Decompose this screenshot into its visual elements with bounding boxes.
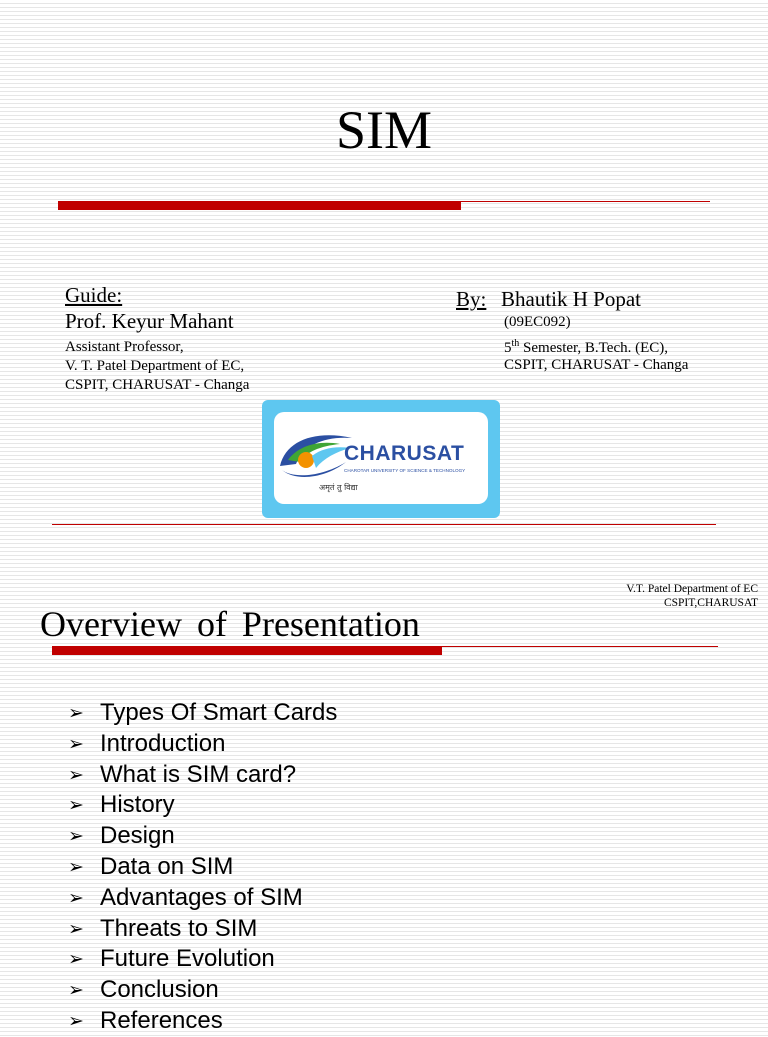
author-id: (09EC092) [504, 314, 571, 330]
department-line: V.T. Patel Department of EC [626, 583, 758, 595]
agenda-item: ➢ Types Of Smart Cards [68, 698, 337, 729]
semester-text: Semester, B.Tech. (EC), [519, 340, 669, 356]
arrow-bullet-icon: ➢ [68, 855, 84, 878]
guide-department: V. T. Patel Department of EC, [65, 358, 245, 374]
arrow-bullet-icon: ➢ [68, 732, 84, 755]
semester-number: 5 [504, 340, 512, 356]
author-name: Bhautik H Popat [501, 287, 641, 311]
title-underline-thin [461, 201, 710, 202]
agenda-item: ➢ Threats to SIM [68, 914, 337, 945]
department-header [626, 582, 758, 610]
title-underline-thick [58, 201, 461, 210]
arrow-bullet-icon: ➢ [68, 979, 84, 1002]
slide-title: SIM [335, 100, 433, 160]
guide-label: Guide: [65, 283, 123, 307]
agenda-item: ➢ Design [68, 821, 337, 852]
agenda-item: ➢ Advantages of SIM [68, 883, 337, 914]
overview-underline-thin [442, 646, 718, 647]
author-semester [504, 334, 668, 358]
arrow-bullet-icon: ➢ [68, 825, 84, 848]
arrow-bullet-icon: ➢ [68, 886, 84, 909]
agenda-list [68, 698, 337, 1037]
author-institute: CSPIT, CHARUSAT - Changa [504, 357, 689, 373]
author-label: By: [456, 287, 487, 311]
arrow-bullet-icon: ➢ [68, 702, 84, 724]
logo-panel [274, 412, 488, 504]
institute-line: CSPIT,CHARUSAT [663, 597, 758, 609]
guide-name: Prof. Keyur Mahant [65, 309, 234, 333]
arrow-bullet-icon: ➢ [68, 1009, 84, 1032]
arrow-bullet-icon: ➢ [68, 763, 84, 786]
logo-wordmark: CHARUSAT [344, 442, 465, 465]
agenda-item: ➢ Data on SIM [68, 852, 337, 883]
agenda-item: ➢ What is SIM card? [68, 760, 337, 791]
logo-motto: अमृतं तु विद्या [319, 483, 358, 492]
guide-designation: Assistant Professor, [65, 339, 184, 355]
slide-footer-line [52, 524, 716, 525]
agenda-item: ➢ References [68, 1006, 337, 1037]
guide-institute: CSPIT, CHARUSAT - Changa [65, 377, 250, 393]
agenda-item: ➢ Conclusion [68, 975, 337, 1006]
agenda-item: ➢ Introduction [68, 729, 337, 760]
arrow-bullet-icon: ➢ [68, 917, 84, 940]
agenda-item: ➢ History [68, 790, 337, 821]
arrow-bullet-icon: ➢ [68, 948, 84, 971]
arrow-bullet-icon: ➢ [68, 794, 84, 817]
charusat-logo [262, 400, 500, 518]
agenda-item: ➢ Future Evolution [68, 944, 337, 975]
overview-slide [0, 545, 768, 1034]
semester-suffix: th [511, 338, 520, 349]
overview-title: Overview of Presentation [40, 604, 420, 644]
logo-tagline: CHAROTAR UNIVERSITY OF SCIENCE & TECHNOLOGY [344, 468, 466, 473]
overview-underline-thick [52, 646, 442, 655]
